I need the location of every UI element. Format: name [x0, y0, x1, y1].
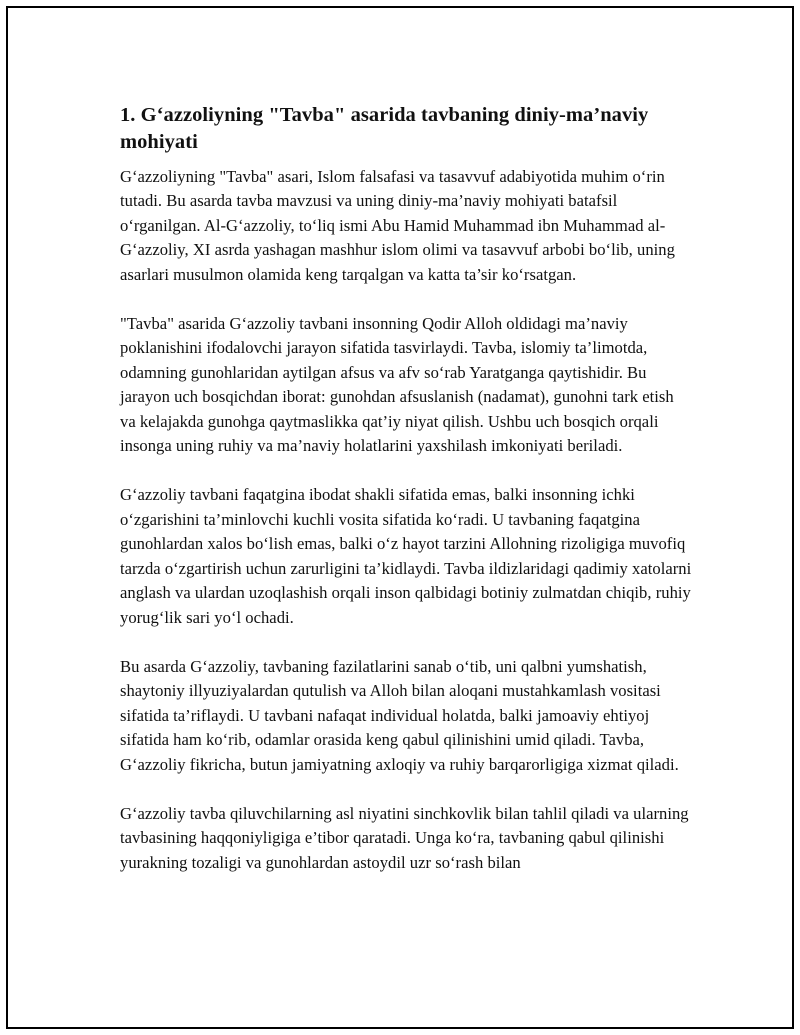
paragraph-3: G‘azzoliy tavbani faqatgina ibodat shakli sifatida emas, balki insonning ichki o‘zgarishini ta’minlovchi kuchli vosita sifatida ko‘radi. U tavbaning faqatgina gunohlardan xalos bo‘lish emas, balki o‘z hayot tarzini Allohning rizoligiga muvofiq tarzda o‘zgartirish uchun zarurligini ta’kidlaydi. Tavba ildizlaridagi qadimiy xatolarni anglash va ulardan uzoqlashish orqali inson qalbidagi botiniy zulmatdan chiqib, ruhiy yorug‘lik sari yo‘l ochadi.	[120, 485, 692, 627]
paragraph-2: "Tavba" asarida G‘azzoliy tavbani insonning Qodir Alloh oldidagi ma’naviy poklanishini ifodalovchi jarayon sifatida tasvirlaydi. Tavba, islomiy ta’limotda, odamning gunohlaridan aytilgan afsus va afv so‘rab Yaratganga qaytishidir. Bu jarayon uch bosqichdan iborat: gunohdan afsuslanish (nadamat), gunohni tark etish va kelajakda gunohga qaytmaslikka qat’iy niyat qilish. Ushbu uch bosqich orqali insonga uning ruhiy va ma’naviy holatlarini yaxshilash imkoniyati beriladi.	[120, 314, 674, 456]
page-frame	[6, 6, 794, 1029]
section-heading: 1. G‘azzoliyning "Tavba" asarida tavbaning diniy-ma’naviy mohiyati	[120, 104, 649, 153]
paragraph-1: G‘azzoliyning "Tavba" asari, Islom falsafasi va tasavvuf adabiyotida muhim o‘rin tutadi. Bu asarda tavba mavzusi va uning diniy-ma’naviy mohiyati batafsil o‘rganilgan. Al-G‘azzoliy, to‘liq ismi Abu Hamid Muhammad ibn Muhammad al-G‘azzoliy, XI asrda yashagan mashhur islom olimi va tasavvuf arbobi bo‘lib, uning asarlari musulmon olamida keng tarqalgan va katta ta’sir ko‘rsatgan.	[120, 167, 675, 284]
paragraph-5: G‘azzoliy tavba qiluvchilarning asl niyatini sinchkovlik bilan tahlil qiladi va ularning tavbasining haqqoniyligiga e’tibor qaratadi. Unga ko‘ra, tavbaning qabul qilinishi yurakning tozaligi va gunohlardan astoydil uzr so‘rash bilan	[120, 803, 689, 872]
paragraph-4: Bu asarda G‘azzoliy, tavbaning fazilatlarini sanab o‘tib, uni qalbni yumshatish, shaytoniy illyuziyalardan qutulish va Alloh bilan aloqani mustahkamlash vositasi sifatida ta’riflaydi. U tavbani nafaqat individual holatda, balki jamoaviy ehtiyoj sifatida ham ko‘rib, odamlar orasida keng qabul qilinishini umid qiladi. Tavba, G‘azzoliy fikricha, butun jamiyatning axloqiy va ruhiy barqarorligiga xizmat qiladi.	[120, 656, 679, 774]
document-body	[120, 102, 692, 900]
